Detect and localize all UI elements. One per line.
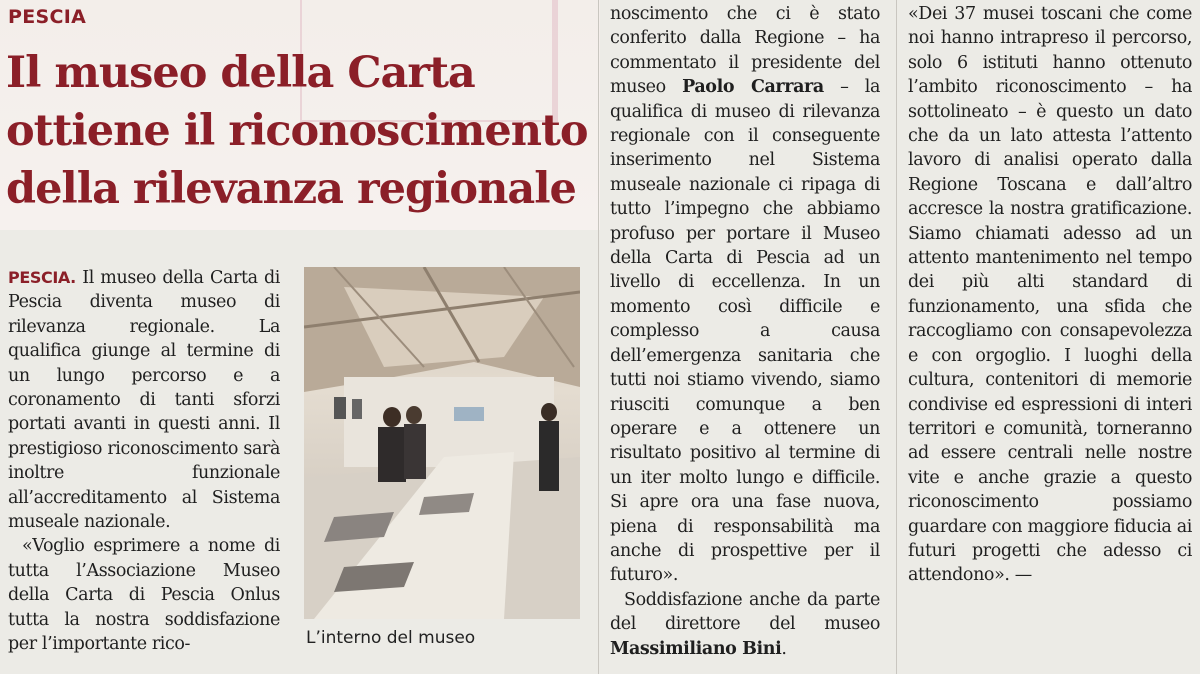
paragraph (610, 2, 880, 588)
museum-interior-image (304, 267, 580, 619)
paragraph: «Dei 37 musei toscani che come noi hanno intrapreso il percorso, solo 6 istituti hanno ottenuto l’ambito riconoscimento – ha sottolineato – è questo un dato che da un lato attesta l’attento lavoro di analisi operato dalla Regione Toscana e dall’altro accresce la nostra gratificazione. Siamo chiamati adesso ad un attento mantenimento nel tempo dei più alti standard di funzionamento, una sfida che raccogliamo con consapevolezza e con orgoglio. I luoghi della cultura, contenitori di memorie condivise ed espressioni di interi territori e comunità, torneranno ad essere centrali nelle nostre vite e anche grazie a questo riconoscimento possiamo guardare con maggiore fiducia ai futuri progetti che adesso ci attendono». — (908, 4, 1192, 586)
paragraph (610, 588, 880, 661)
paragraph-text: – la qualifica di museo di rilevanza regionale con il conseguente inserimento nel Sistema museale nazionale ci ripaga di tutto l’impegno che abbiamo profuso per portare il Museo della Carta di Pescia ad un livello di eccellenza. In un momento così difficile e complesso a causa dell’emergenza sanitaria che tutti noi stiamo vivendo, siamo riusciti comunque a ben operare e a ottenere un risultato positivo al termine di un iter molto lungo e difficile. Si apre ora una fase nuova, piena di responsabilità ma anche di prospettive per il futuro». (610, 77, 880, 586)
headline (6, 44, 596, 218)
headline-line-2: ottiene il riconoscimento (6, 106, 588, 156)
paragraph-text: Il museo della Carta di Pescia diventa museo di rilevanza regionale. La qualifica giunge al termine di un lungo percorso e a coronamento di tanti sforzi portati avanti in questi anni. Il prestigioso riconoscimento sarà inoltre funzionale all’accreditamento al Sistema museale nazionale. (8, 268, 280, 533)
article-column-2 (610, 2, 880, 661)
person-name: Massimiliano Bini (610, 638, 782, 659)
person-name: Paolo Carrara (682, 77, 824, 98)
paragraph-text: . (781, 638, 787, 659)
paragraph (8, 266, 280, 534)
headline-line-3: della rilevanza regionale (6, 164, 576, 214)
paragraph: «Voglio esprimere a nome di tutta l’Associazione Museo della Carta di Pescia Onlus tutta la nostra soddisfazione per l’importante rico- (8, 536, 280, 655)
paragraph-text: noscimento che ci è stato conferito dalla Regione – ha commentato il presidente del museo (610, 4, 880, 98)
paragraph-text: Soddisfazione anche da parte del direttore del museo (610, 589, 880, 635)
section-label: PESCIA (8, 6, 87, 28)
column-rule (896, 0, 897, 674)
dateline: PESCIA. (8, 268, 76, 287)
column-rule (598, 0, 599, 674)
photo-caption: L’interno del museo (306, 628, 476, 648)
museum-photo (304, 267, 580, 619)
article-column-1 (8, 266, 280, 657)
headline-line-1: Il museo della Carta (6, 48, 475, 98)
article-column-3 (908, 2, 1192, 588)
